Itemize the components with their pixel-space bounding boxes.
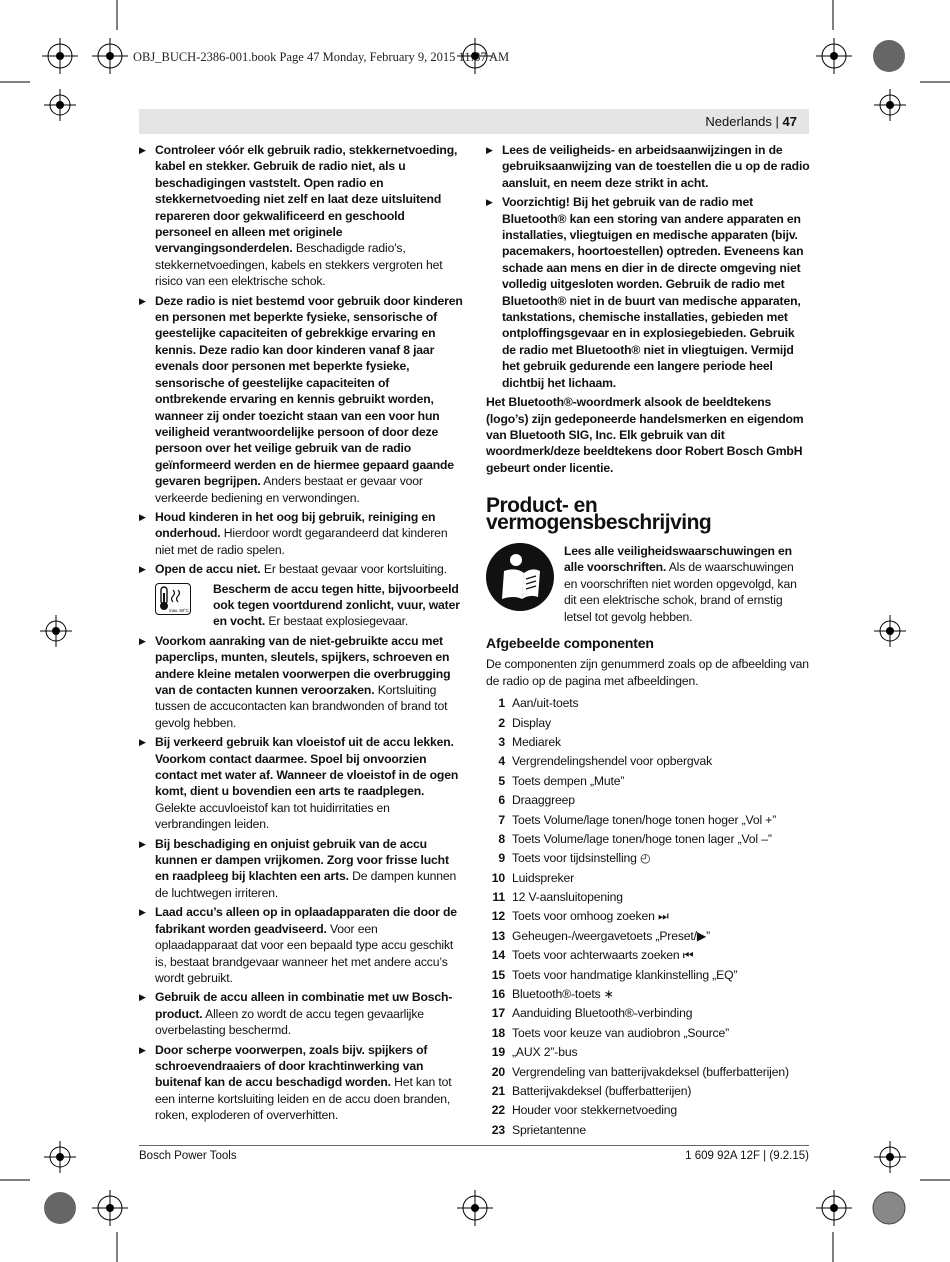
components-list [486,695,810,1141]
list-item: ▶ Laad accu’s alleen op in oplaadapparaten die door de fabrikant worden geadviseerd. Voor een oplaadapparaat dat voor een bepaald type accu geschikt is, bestaat brandgevaar wanneer het met andere accu’s wordt gebruikt. [139,904,463,986]
component-number: 20 [491,1064,505,1079]
component-number: 23 [491,1122,505,1137]
footer-divider [139,1145,809,1146]
header-separator: | [771,114,783,129]
list-item [486,1083,810,1102]
list-item: ▶ Bij verkeerd gebruik kan vloeistof uit de accu lekken. Voorkom contact daarmee. Spoel bij onvoorzien contact met water af. Wanneer de vloeistof in de ogen komt, dient u bovendien een arts te raadplegen. Gelekte accuvloeistof kan tot huidirritaties en verbrandingen leiden. [139,734,463,832]
list-item [486,773,810,792]
list-item [486,908,810,927]
list-item [486,1025,810,1044]
list-item: ▶ Deze radio is niet bestemd voor gebruik door kinderen en personen met beperkte fysieke, sensorische of geestelijke capaciteiten of gebrekkige ervaring en kennis. Deze radio kan door kinderen vanaf 8 jaar evenals door personen met beperkte fysieke, sensorische of geestelijke capaciteiten of ontbrekende ervaring en kennis gebruikt worden, wanneer zij onder toezicht staan van een voor hun veiligheid verantwoordelijke persoon of door deze persoon over het veilige gebruik van de radio geïnformeerd werden en de hiermee gepaard gaande gevaren begrijpen. Anders bestaat er gevaar voor verkeerde bediening en verwondingen. [139,293,463,506]
list-item: ▶ Lees de veiligheids- en arbeidsaanwijzingen in de gebruiksaanwijzing van de toestellen die u op de radio aansluit, en neem deze strikt in acht. [486,142,810,191]
list-item [486,870,810,889]
list-item: ▶ Door scherpe voorwerpen, zoals bijv. spijkers of schroevendraaiers of door krachtinwerking van buitenaf kan de accu beschadigd worden. Het kan tot een interne kortsluiting leiden en de accu doen branden, roken, exploderen of oververhitten. [139,1042,463,1124]
component-number: 13 [491,928,505,943]
list-item [486,695,810,714]
component-label: Batterijvakdeksel (bufferbatterijen) [512,1084,692,1098]
svg-text:max. 50°C: max. 50°C [169,607,189,613]
component-number: 2 [498,715,505,730]
component-label: Toets dempen „Mute” [512,773,625,788]
list-item [486,812,810,831]
list-item [486,928,810,947]
component-label: Toets voor keuze van audiobron „Source” [512,1025,730,1040]
component-label: „AUX 2”-bus [512,1045,578,1060]
component-label: Vergrendeling van batterijvakdeksel (bufferbatterijen) [512,1064,789,1079]
component-label: Houder voor stekkernetvoeding [512,1103,678,1118]
component-number: 10 [491,870,505,885]
list-item [486,947,810,966]
component-label: Geheugen-/weergavetoets „Preset/▶” [512,928,711,943]
list-item [486,734,810,753]
component-number: 3 [498,734,505,749]
components-intro: De componenten zijn genummerd zoals op de afbeelding van de radio op de pagina met afbeeldingen. [486,657,809,688]
component-number: 5 [498,773,505,788]
list-item [486,850,810,869]
list-item [486,792,810,811]
component-number: 1 [498,696,505,711]
list-item: ▶ Voorzichtig! Bij het gebruik van de radio met Bluetooth® kan een storing van andere apparaten en installaties, vliegtuigen en medische apparaten (bijv. pacemakers, hoortoestellen) optreden. Eveneens kan schade aan mens en dier in de directe omgeving niet volledig uitgesloten worden. Gebruik de radio met Bluetooth® niet in de buurt van medische apparaten, tankstations, chemische installaties, gebieden met ontploffingsgevaar en in explosiegebieden. Gebruik de radio met Bluetooth® niet in vliegtuigen. Vermijd het gebruik gedurende een langere periode heel dichtbij het lichaam. [486,194,810,391]
left-column [139,142,463,1127]
read-instructions-box: Lees alle veiligheidswaarschuwingen en alle voorschriften. Als de waarschuwingen en voorschriften niet worden opgevolgd, kan dit een elektrische schok, brand of ernstig letsel tot gevolg hebben. [486,543,810,625]
heat-warning: max. 50°C Bescherm de accu tegen hitte, bijvoorbeeld ook tegen voortdurend zonlicht, vuur, water en vocht. Er bestaat explosiegevaar. [155,581,463,630]
list-item: ▶ Houd kinderen in het oog bij gebruik, reiniging en onderhoud. Hierdoor wordt gegarandeerd dat kinderen niet met de radio spelen. [139,509,463,558]
section-title: Product- en vermogensbeschrijving [486,494,712,534]
page-header [139,109,809,134]
component-number: 18 [491,1025,505,1040]
component-number: 8 [498,831,505,846]
component-label: Toets voor tijdsinstelling ◴ [512,851,651,866]
header-page-number: 47 [782,114,797,129]
header-language: Nederlands [705,114,772,129]
right-column [486,142,810,1141]
components-title: Afgebeelde componenten [486,634,654,651]
component-number: 9 [498,851,505,866]
component-number: 17 [491,1006,505,1021]
read-manual-icon [486,543,554,611]
component-label: Vergrendelingshendel voor opbergvak [512,754,713,769]
list-item [486,831,810,850]
component-number: 16 [491,987,505,1002]
footer-brand: Bosch Power Tools [139,1150,237,1162]
component-label: Toets voor omhoog zoeken ⏭ [512,909,669,924]
list-item [486,753,810,772]
component-number: 12 [491,909,505,924]
component-label: Toets Volume/lage tonen/hoge tonen lager „Vol –” [512,831,772,846]
component-label: Draaggreep [512,793,575,808]
list-item [486,889,810,908]
component-number: 22 [491,1103,505,1118]
component-label: Sprietantenne [512,1122,586,1137]
list-item [486,1064,810,1083]
file-info: OBJ_BUCH-2386-001.book Page 47 Monday, February 9, 2015 11:37 AM [133,50,510,64]
list-item: ▶ Bij beschadiging en onjuist gebruik van de accu kunnen er dampen vrijkomen. Zorg voor frisse lucht en raadpleeg bij klachten een arts. De dampen kunnen de luchtwegen irriteren. [139,836,463,902]
component-label: Display [512,715,551,730]
trademark-note: Het Bluetooth®-woordmerk alsook de beeldtekens (logo’s) zijn gedeponeerde handelsmerken en eigendom van Bluetooth SIG, Inc. Elk gebruik van dit woordmerk/deze beeldtekens door Robert Bosch GmbH gebeurt onder licentie. [486,395,804,475]
component-label: Bluetooth®-toets ∗ [512,987,614,1002]
list-item: ▶ Gebruik de accu alleen in combinatie met uw Bosch-product. Alleen zo wordt de accu tegen gevaarlijke overbelasting beschermd. [139,989,463,1038]
component-number: 6 [498,793,505,808]
component-label: Toets voor achterwaarts zoeken ⏮ [512,948,694,963]
component-label: Toets Volume/lage tonen/hoge tonen hoger „Vol +” [512,812,777,827]
component-label: Aan/uit-toets [512,696,579,711]
component-number: 4 [498,754,505,769]
list-item [486,715,810,734]
list-item [486,986,810,1005]
component-label: Aanduiding Bluetooth®-verbinding [512,1006,693,1021]
list-item [486,967,810,986]
footer-docnumber: 1 609 92A 12F | (9.2.15) [685,1150,809,1162]
list-item [486,1005,810,1024]
component-number: 19 [491,1045,505,1060]
thermometer-icon [155,583,191,615]
list-item: ▶ Voorkom aanraking van de niet-gebruikte accu met paperclips, munten, sleutels, spijkers, schroeven en andere kleine metalen voorwerpen die overbrugging van de contacten kunnen veroorzaken. Kortsluiting tussen de accucontacten kan brandwonden of brand tot gevolg hebben. [139,633,463,731]
component-label: 12 V-aansluitopening [512,890,623,905]
list-item: ▶ Open de accu niet. Er bestaat gevaar voor kortsluiting. [139,561,463,577]
component-number: 11 [492,890,505,905]
list-item [486,1122,810,1141]
component-number: 7 [498,812,505,827]
list-item [486,1102,810,1121]
component-label: Mediarek [512,734,561,749]
component-number: 15 [491,967,505,982]
list-item: ▶ Controleer vóór elk gebruik radio, stekkernetvoeding, kabel en stekker. Gebruik de radio niet, als u beschadigingen vaststelt. Open radio en stekkernetvoeding niet zelf en laat deze uitsluitend repareren door gekwalificeerd en geschoold personeel en alleen met originele vervangingsonderdelen. Beschadigde radio's, stekkernetvoedingen, kabels en stekkers vergroten het risico van een elektrische schok. [139,142,463,290]
component-number: 21 [491,1084,505,1098]
component-label: Luidspreker [512,870,575,885]
component-label: Toets voor handmatige klankinstelling „EQ” [512,967,738,982]
list-item [486,1044,810,1063]
component-number: 14 [491,948,505,963]
